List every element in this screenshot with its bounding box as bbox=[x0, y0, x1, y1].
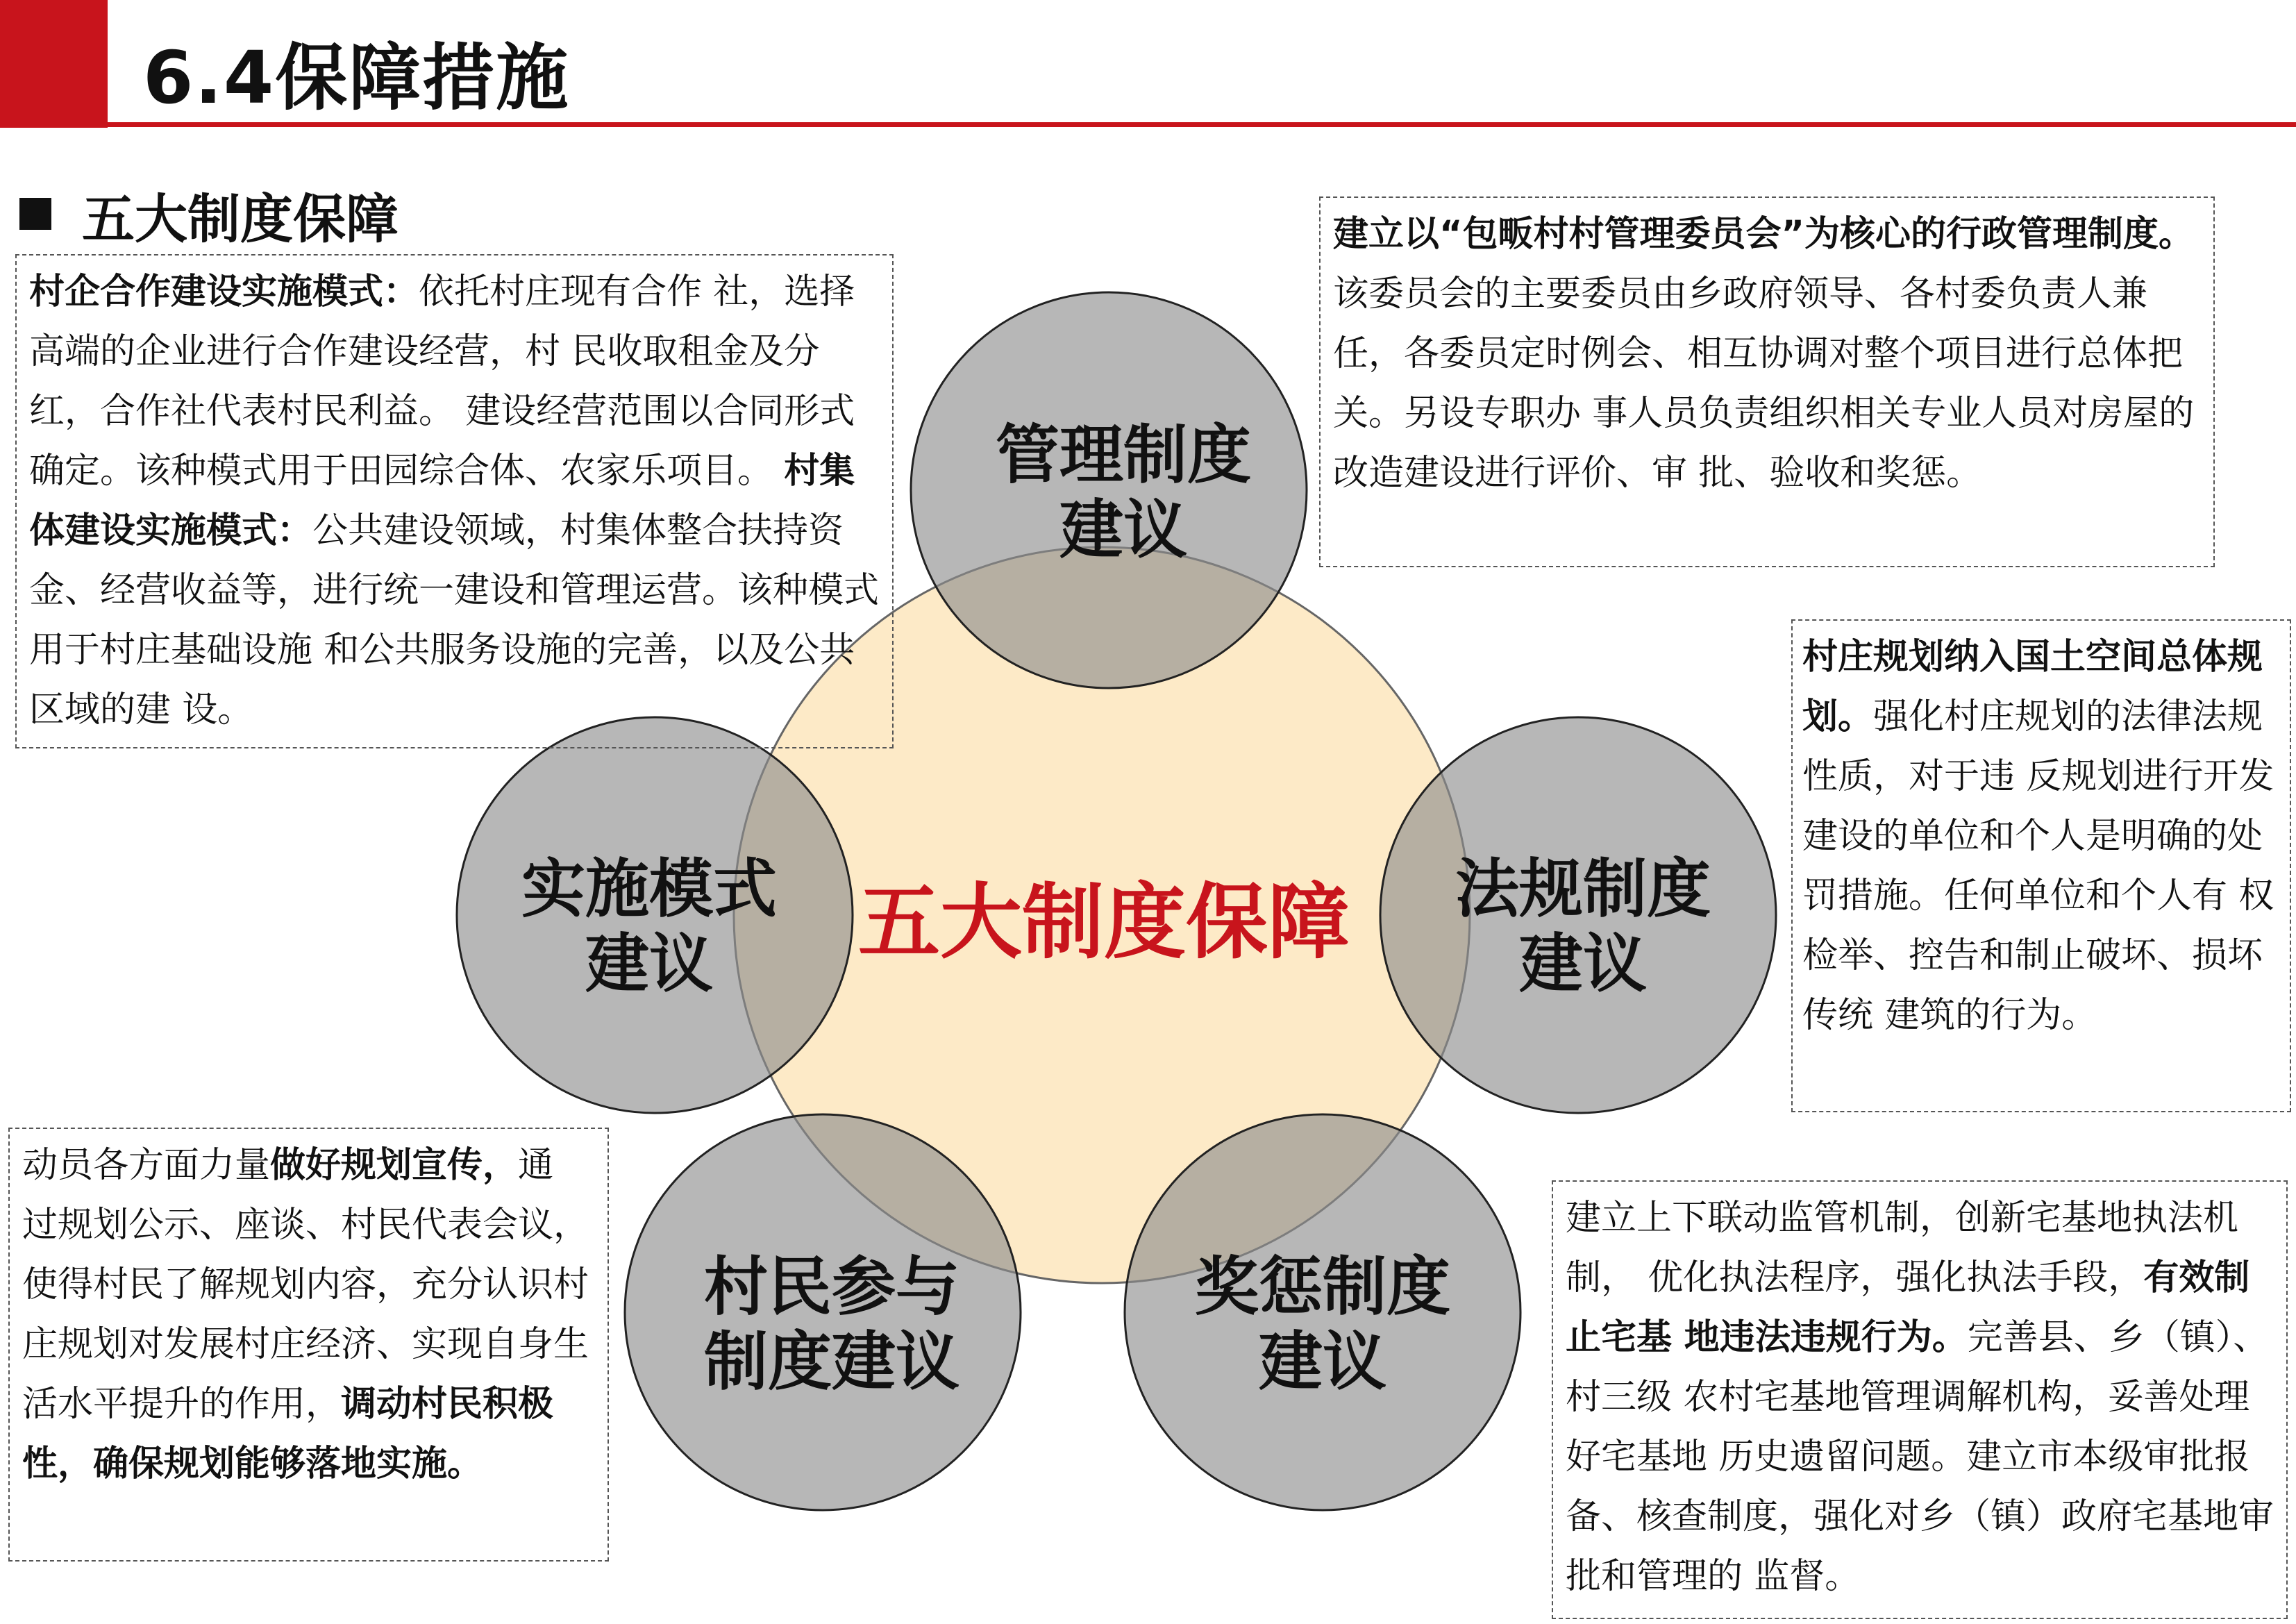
page-title: 6.4保障措施 bbox=[143, 35, 570, 120]
center-title: 五大制度保障 bbox=[857, 874, 1350, 970]
note-villager-participation bbox=[8, 1128, 609, 1562]
label-implementation-line1: 实施模式 bbox=[521, 852, 778, 926]
section-title: 五大制度保障 bbox=[82, 188, 399, 250]
note-text-segment: 通 过规划公示、座谈、村民代表会议，使得村民了解规划内容，充分认识村庄规划对发展村庄经济、实现自身生活水平提升的作用， bbox=[22, 1145, 589, 1425]
label-management bbox=[996, 418, 1251, 568]
note-text-segment: 依托村庄现有合作 社，选择高端的企业进行合作建设经营，村 民收取租金及分红，合作社代表村民利益。 建设经营范围以合同形式确定。该种模式用于田园综合体、农家乐项目。 bbox=[29, 271, 855, 492]
label-participation-line1: 村民参与 bbox=[703, 1250, 960, 1324]
note-reward-punish-system bbox=[1552, 1180, 2288, 1619]
label-reward-punish bbox=[1195, 1250, 1450, 1400]
label-management-line1: 管理制度 bbox=[995, 418, 1252, 492]
label-reward-punish-line2: 建议 bbox=[1258, 1325, 1387, 1399]
note-text-segment: 村庄规划纳入国土空间总体规划。 bbox=[1802, 637, 2263, 737]
note-text-segment: 有效制止宅基 地违法违规行为。 bbox=[1566, 1257, 2250, 1358]
note-text-segment: 该委员会的主要委员由乡政府领导、各村委负责人兼任，各委员定时例会、相互协调对整个项目进行总体把关。另设专职办 事人员负责组织相关专业人员对房屋的改造建设进行评价、审 批、验收和奖惩。 bbox=[1333, 274, 2195, 494]
note-text-segment: 动员各方面力量 bbox=[22, 1145, 271, 1186]
label-regulation-line1: 法规制度 bbox=[1455, 852, 1711, 926]
label-implementation bbox=[521, 852, 777, 1002]
note-text-segment: 强化村庄规划的法律法规性质，对于违 反规划进行开发建设的单位和个人是明确的处罚措施。任何单位和个人有 权检举、控告和制止破坏、损坏传统 建筑的行为。 bbox=[1802, 696, 2274, 1036]
note-regulation-system bbox=[1791, 619, 2291, 1112]
label-regulation-line2: 建议 bbox=[1518, 927, 1648, 1001]
note-text-segment: 调动村民积极性，确保规划能够落地实施。 bbox=[22, 1384, 554, 1484]
note-text-segment: 完善县、乡（镇）、村三级 农村宅基地管理调解机构，妥善处理好宅基地 历史遗留问题。建立市本级审批报备、核查制度，强化对乡（镇）政府宅基地审批和管理的 监督。 bbox=[1566, 1317, 2274, 1597]
note-management-system bbox=[1319, 196, 2215, 567]
label-management-line2: 建议 bbox=[1059, 493, 1188, 567]
note-text-segment: 村集体建设实施模式： bbox=[29, 451, 855, 551]
note-text-segment: 建立以“包畈村村管理委员会”为核心的行政管理制度。 bbox=[1333, 214, 2195, 255]
note-text-segment: 村企合作建设实施模式： bbox=[29, 271, 419, 312]
note-text-segment: 公共建设领域，村集体整合扶持资金、经营收益等，进行统一建设和管理运营。该种模式用于村庄基础设施 和公共服务设施的完善，以及公共区域的建 设。 bbox=[29, 510, 880, 730]
label-participation bbox=[704, 1250, 960, 1400]
label-reward-punish-line1: 奖惩制度 bbox=[1194, 1250, 1451, 1324]
note-implementation-mode bbox=[15, 254, 894, 748]
note-text-segment: 建立上下联动监管机制，创新宅基地执法机制， 优化执法程序，强化执法手段， bbox=[1566, 1198, 2239, 1298]
label-implementation-line2: 建议 bbox=[585, 927, 714, 1001]
note-text-segment: 做好规划宣传， bbox=[270, 1145, 519, 1186]
label-regulation bbox=[1455, 852, 1711, 1002]
label-participation-line2: 制度建议 bbox=[703, 1325, 960, 1399]
